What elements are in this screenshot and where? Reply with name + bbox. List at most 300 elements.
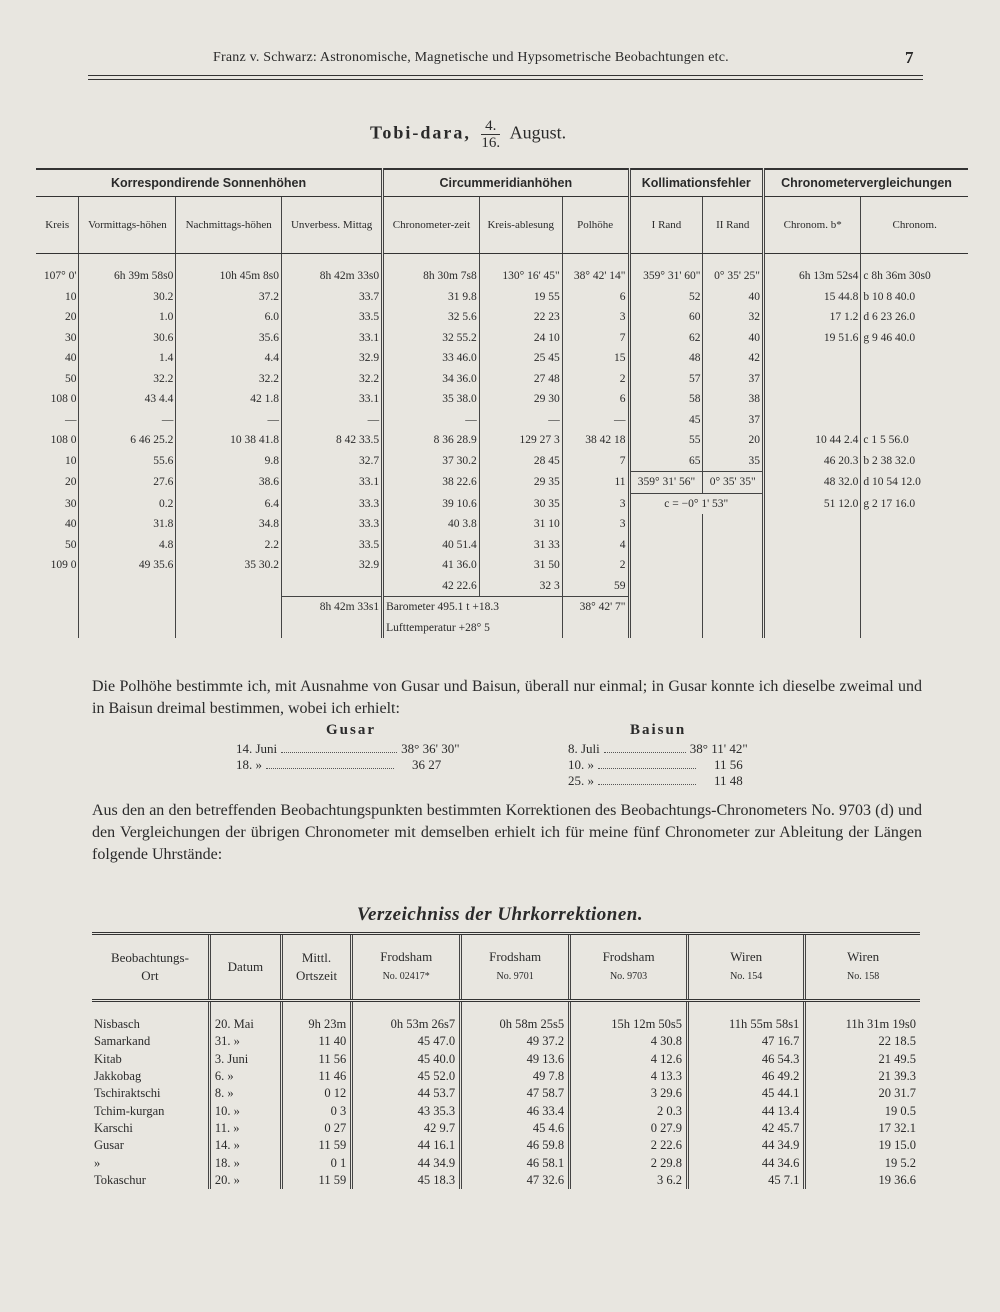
table-cell xyxy=(176,576,282,597)
table-cell xyxy=(562,618,629,639)
table-cell: 21 49.5 xyxy=(805,1051,920,1068)
table-cell: 8 36 28.9 xyxy=(383,430,480,451)
table-cell: 129 27 3 xyxy=(479,430,562,451)
table-row xyxy=(36,493,968,514)
table-cell: 38° 42' 7" xyxy=(562,597,629,618)
table-cell: 11. » xyxy=(209,1120,281,1137)
table-cell: 45 4.6 xyxy=(461,1120,570,1137)
table-cell: 33.1 xyxy=(282,389,383,410)
table-cell: 0 27 xyxy=(281,1120,351,1137)
table-cell: Tschiraktschi xyxy=(94,1086,161,1101)
table-cell: 10 xyxy=(64,290,77,303)
table-cell: 29 35 xyxy=(479,472,562,494)
table-cell: 32.2 xyxy=(79,369,176,390)
table-cell: 0° 35' 35" xyxy=(703,472,764,494)
table-cell: Tokaschur xyxy=(94,1172,146,1187)
table-cell: c 1 5 56.0 xyxy=(861,430,968,451)
table-cell xyxy=(703,514,764,535)
table-cell: 17 32.1 xyxy=(805,1120,920,1137)
column-header: Nachmittags-höhen xyxy=(176,197,282,254)
table-cell: 7 xyxy=(562,328,629,349)
table-cell: 33.5 xyxy=(282,307,383,328)
table-cell: 35 30.2 xyxy=(176,555,282,576)
column-header: Frodsham No. 02417* xyxy=(352,934,461,1001)
table-cell: 29 30 xyxy=(479,389,562,410)
table-cell: 0.2 xyxy=(79,493,176,514)
table-cell xyxy=(764,555,861,576)
group-chronometer: Chronometervergleichungen xyxy=(764,169,969,197)
column-header: Chronom. xyxy=(861,197,968,254)
page-number: 7 xyxy=(905,48,914,67)
table-cell: 58 xyxy=(629,389,703,410)
table-cell: 4.8 xyxy=(79,535,176,556)
table-cell: 42 1.8 xyxy=(176,389,282,410)
table-cell: 15h 12m 50s5 xyxy=(570,1001,688,1034)
table-cell: 20 xyxy=(64,311,77,324)
table-row xyxy=(92,1137,920,1154)
table-cell: 46 49.2 xyxy=(688,1068,805,1085)
gusar-row: 18. » 36 27 xyxy=(236,757,442,772)
table-cell xyxy=(861,576,968,597)
table-cell: 30 xyxy=(64,331,77,344)
table-cell: 40 51.4 xyxy=(383,535,480,556)
table-cell: 4.4 xyxy=(176,348,282,369)
table-cell: 45 18.3 xyxy=(352,1172,461,1189)
table-cell: 34 36.0 xyxy=(383,369,480,390)
table-cell: 52 xyxy=(629,287,703,308)
table-cell: 40 xyxy=(703,328,764,349)
table-cell: 11 59 xyxy=(281,1137,351,1154)
table-cell: 10h 45m 8s0 xyxy=(176,266,282,287)
table-cell: Barometer 495.1 t +18.3 xyxy=(383,597,563,618)
table-cell: 45 7.1 xyxy=(688,1172,805,1189)
table-row xyxy=(36,451,968,472)
baisun-title: Baisun xyxy=(630,722,687,738)
table-cell xyxy=(79,597,176,618)
table-cell: 14. » xyxy=(209,1137,281,1154)
table-cell: 46 54.3 xyxy=(688,1051,805,1068)
table-cell: 51 12.0 xyxy=(764,493,861,514)
column-header: Datum xyxy=(209,934,281,1001)
gusar-row: 14. Juni 38° 36' 30" xyxy=(236,741,460,756)
table-cell: 32.7 xyxy=(282,451,383,472)
table2-title: Verzeichniss der Uhrkorrektionen. xyxy=(356,904,644,925)
table-cell xyxy=(861,618,968,639)
table-row xyxy=(92,1102,920,1119)
table-cell: 32.2 xyxy=(176,369,282,390)
column-header: Chronometer-zeit xyxy=(383,197,480,254)
table-cell: 6 xyxy=(562,389,629,410)
table-cell xyxy=(764,348,861,369)
table-cell: 35 38.0 xyxy=(383,389,480,410)
table-cell: 20. Mai xyxy=(209,1001,281,1034)
table-cell: 44 16.1 xyxy=(352,1137,461,1154)
table-cell: 32.2 xyxy=(282,369,383,390)
table-cell: 47 32.6 xyxy=(461,1172,570,1189)
table-cell xyxy=(629,514,703,535)
table-cell: 41 36.0 xyxy=(383,555,480,576)
table-cell: 8h 42m 33s1 xyxy=(282,597,383,618)
table-cell: 11h 55m 58s1 xyxy=(688,1001,805,1034)
table-row xyxy=(92,1051,920,1068)
table-cell: 10 44 2.4 xyxy=(764,430,861,451)
table-cell: 19 0.5 xyxy=(805,1102,920,1119)
table-cell xyxy=(861,348,968,369)
table-cell: 22 23 xyxy=(479,307,562,328)
table-cell: 38 42 18 xyxy=(562,430,629,451)
table-cell: 34.8 xyxy=(176,514,282,535)
table-row xyxy=(36,348,968,369)
table-cell: 2 22.6 xyxy=(570,1137,688,1154)
table-cell: 32 3 xyxy=(479,576,562,597)
paragraph-uhrstaende: Aus den an den betreffenden Beobachtungspunkten bestimmten Korrektionen des Beobachtungs-Chronometers No. 9703 (d) und den Vergleichungen der übrigen Chronometer mit demselben erhielt ich für meine fünf Chronometer zur Ableitung der Längen folgende Uhrstände: xyxy=(92,802,922,863)
table-cell: 30 xyxy=(64,497,77,510)
table-cell: 47 58.7 xyxy=(461,1085,570,1102)
table-cell xyxy=(764,410,861,431)
table-cell: 4 xyxy=(562,535,629,556)
table-cell: 31.8 xyxy=(79,514,176,535)
table-cell: 45 xyxy=(629,410,703,431)
table-cell: 35 xyxy=(703,451,764,472)
table-row xyxy=(36,597,968,618)
table-cell: 33 46.0 xyxy=(383,348,480,369)
table-cell xyxy=(861,389,968,410)
table-cell: 19 55 xyxy=(479,287,562,308)
location-heading xyxy=(370,118,566,151)
table-cell: 4 13.3 xyxy=(570,1068,688,1085)
table-cell xyxy=(764,618,861,639)
table-cell: 38° 42' 14" xyxy=(562,266,629,287)
group-circummeridian: Circummeridianhöhen xyxy=(383,169,629,197)
table-cell: 130° 16' 45" xyxy=(479,266,562,287)
table-cell: 49 13.6 xyxy=(461,1051,570,1068)
table-cell: 1.4 xyxy=(79,348,176,369)
table-cell: d 6 23 26.0 xyxy=(861,307,968,328)
table-row xyxy=(92,1172,920,1189)
table-cell: 108 0 xyxy=(50,393,77,406)
table-cell: c 8h 36m 30s0 xyxy=(861,266,968,287)
table-cell: 44 34.6 xyxy=(688,1154,805,1171)
table-cell: 37 xyxy=(703,369,764,390)
table-cell: 3 xyxy=(562,493,629,514)
table-cell: 11 xyxy=(562,472,629,494)
table-cell xyxy=(282,618,383,639)
table-cell: 17 1.2 xyxy=(764,307,861,328)
table-cell xyxy=(629,597,703,618)
table-row xyxy=(92,1033,920,1050)
table-cell: 33.3 xyxy=(282,514,383,535)
table-cell: 31 50 xyxy=(479,555,562,576)
table-cell: 30.2 xyxy=(79,287,176,308)
table-cell: 60 xyxy=(629,307,703,328)
running-title: Franz v. Schwarz: Astronomische, Magnetische und Hypsometrische Beobachtungen etc. xyxy=(213,50,729,65)
table-cell: 32 xyxy=(703,307,764,328)
table-cell: 15 xyxy=(562,348,629,369)
table-cell xyxy=(282,576,383,597)
table-cell xyxy=(79,618,176,639)
table-cell: 35.6 xyxy=(176,328,282,349)
table-cell: — xyxy=(479,410,562,431)
table-cell: 46 33.4 xyxy=(461,1102,570,1119)
table-cell: Jakkobag xyxy=(94,1069,142,1084)
gusar-title: Gusar xyxy=(326,722,377,738)
table-cell xyxy=(629,618,703,639)
table-cell: 6.4 xyxy=(176,493,282,514)
table-cell: 11 40 xyxy=(281,1033,351,1050)
table-row xyxy=(36,576,968,597)
table-cell: 25 45 xyxy=(479,348,562,369)
paragraph-polhoehe: Die Polhöhe bestimmte ich, mit Ausnahme von Gusar und Baisun, überall nur einmal; in Gusar konnte ich dieselbe zweimal und in Baisun dreimal bestimmen, wobei ich erhielt: xyxy=(92,678,922,717)
table-cell xyxy=(764,576,861,597)
table-cell: 11 46 xyxy=(281,1068,351,1085)
table-cell xyxy=(703,555,764,576)
table-cell xyxy=(703,597,764,618)
table-cell: 43 35.3 xyxy=(352,1102,461,1119)
baisun-row: 8. Juli 38° 11' 42" xyxy=(568,741,748,756)
table-row xyxy=(36,430,968,451)
table-cell xyxy=(36,597,79,618)
table-cell: 3 xyxy=(562,307,629,328)
table-cell: 0 1 xyxy=(281,1154,351,1171)
column-header: Chronom. b* xyxy=(764,197,861,254)
table-cell: 46 59.8 xyxy=(461,1137,570,1154)
table-cell: 20 xyxy=(64,476,77,489)
table-cell: 8 42 33.5 xyxy=(282,430,383,451)
table-cell: Tchim-kurgan xyxy=(94,1103,165,1118)
table-cell: 18. » xyxy=(209,1154,281,1171)
table-row xyxy=(92,1154,920,1171)
table-cell xyxy=(861,369,968,390)
table-cell: 31 10 xyxy=(479,514,562,535)
table-cell: 33.1 xyxy=(282,328,383,349)
date-denominator: 16. xyxy=(481,135,501,151)
table-cell: d 10 54 12.0 xyxy=(861,472,968,494)
table-cell: 40 xyxy=(703,287,764,308)
table-cell: 33.5 xyxy=(282,535,383,556)
table-cell: 33.1 xyxy=(282,472,383,494)
table-cell xyxy=(861,410,968,431)
table-cell: 45 44.1 xyxy=(688,1085,805,1102)
table-cell: 32.9 xyxy=(282,348,383,369)
table-cell xyxy=(703,576,764,597)
table-cell: — xyxy=(383,410,480,431)
table-cell: 24 10 xyxy=(479,328,562,349)
table-cell: 20 31.7 xyxy=(805,1085,920,1102)
table-cell: — xyxy=(562,410,629,431)
table-cell: 22 18.5 xyxy=(805,1033,920,1050)
table-cell: 44 13.4 xyxy=(688,1102,805,1119)
table-cell: 11 59 xyxy=(281,1172,351,1189)
header-rule xyxy=(88,75,923,76)
observation-table xyxy=(36,168,968,638)
table-cell: 6. » xyxy=(209,1068,281,1085)
table-cell xyxy=(861,597,968,618)
table-cell: 50 xyxy=(64,538,77,551)
table-cell: 0 3 xyxy=(281,1102,351,1119)
table-cell: 19 5.2 xyxy=(805,1154,920,1171)
table-cell: 8. » xyxy=(209,1085,281,1102)
table-cell: g 2 17 16.0 xyxy=(861,493,968,514)
table-cell: 6h 13m 52s4 xyxy=(764,266,861,287)
clock-correction-table xyxy=(92,932,920,1189)
table-cell: 44 34.9 xyxy=(688,1137,805,1154)
table-cell: Karschi xyxy=(94,1120,133,1135)
table-cell: 65 xyxy=(629,451,703,472)
table-cell xyxy=(629,576,703,597)
table-cell: 359° 31' 56" xyxy=(629,472,703,494)
table-cell: 38 22.6 xyxy=(383,472,480,494)
table-cell: 4 30.8 xyxy=(570,1033,688,1050)
table-cell: b 2 38 32.0 xyxy=(861,451,968,472)
baisun-row: 10. » 11 56 xyxy=(568,757,743,772)
table-cell: 37 xyxy=(703,410,764,431)
table-cell: 42 xyxy=(703,348,764,369)
table-cell: 20 xyxy=(703,430,764,451)
table-cell: 44 53.7 xyxy=(352,1085,461,1102)
table-cell: 3. Juni xyxy=(209,1051,281,1068)
table-cell: 27.6 xyxy=(79,472,176,494)
table-cell xyxy=(703,535,764,556)
table-cell: 19 36.6 xyxy=(805,1172,920,1189)
column-header: Mittl. Ortszeit xyxy=(281,934,351,1001)
table-cell: 30 35 xyxy=(479,493,562,514)
table-cell: 3 29.6 xyxy=(570,1085,688,1102)
table-cell xyxy=(176,618,282,639)
table-cell: 2 xyxy=(562,555,629,576)
table-cell: 33.7 xyxy=(282,287,383,308)
table-cell: g 9 46 40.0 xyxy=(861,328,968,349)
table-cell: 9h 23m xyxy=(281,1001,351,1034)
table-cell: 49 7.8 xyxy=(461,1068,570,1085)
table-cell: 9.8 xyxy=(176,451,282,472)
date-numerator: 4. xyxy=(481,118,500,135)
table-row xyxy=(36,410,968,431)
baisun-block xyxy=(568,722,748,789)
table-cell: 27 48 xyxy=(479,369,562,390)
table-cell xyxy=(764,597,861,618)
table-cell: 359° 31' 60" xyxy=(629,266,703,287)
table-cell: 19 15.0 xyxy=(805,1137,920,1154)
table-cell xyxy=(36,576,79,597)
table-row xyxy=(36,328,968,349)
baisun-row: 25. » 11 48 xyxy=(568,773,743,788)
table-cell: 45 47.0 xyxy=(352,1033,461,1050)
table-cell: 0° 35' 25" xyxy=(703,266,764,287)
header-rule-2 xyxy=(88,79,923,80)
table-cell: 37.2 xyxy=(176,287,282,308)
column-header: Frodsham No. 9701 xyxy=(461,934,570,1001)
table-cell: 38 xyxy=(703,389,764,410)
table-cell: 55 xyxy=(629,430,703,451)
table-cell: 2 29.8 xyxy=(570,1154,688,1171)
table-cell: Kitab xyxy=(94,1051,122,1066)
table-cell: — xyxy=(282,410,383,431)
table-cell: 40 xyxy=(64,518,77,531)
table-cell: 19 51.6 xyxy=(764,328,861,349)
table-cell: 0h 53m 26s7 xyxy=(352,1001,461,1034)
table-cell: 46 20.3 xyxy=(764,451,861,472)
table-row xyxy=(36,555,968,576)
table-row xyxy=(36,389,968,410)
table-cell: 28 45 xyxy=(479,451,562,472)
table-cell: 42 9.7 xyxy=(352,1120,461,1137)
table-row xyxy=(92,1085,920,1102)
table-cell: 108 0 xyxy=(50,434,77,447)
table-cell: 1.0 xyxy=(79,307,176,328)
table-cell: 50 xyxy=(64,372,77,385)
table-cell xyxy=(629,535,703,556)
table-cell: 6 xyxy=(562,287,629,308)
table-cell: 42 22.6 xyxy=(383,576,480,597)
table-cell: 45 40.0 xyxy=(352,1051,461,1068)
table-cell: 107° 0' xyxy=(43,270,77,283)
table-cell xyxy=(861,535,968,556)
table-cell: Lufttemperatur +28° 5 xyxy=(383,618,563,639)
table-cell xyxy=(79,576,176,597)
table-cell: 42 45.7 xyxy=(688,1120,805,1137)
table-cell: 40 xyxy=(64,352,77,365)
table-cell: 31 9.8 xyxy=(383,287,480,308)
table-cell: 7 xyxy=(562,451,629,472)
location-name: Tobi-dara, xyxy=(370,122,471,143)
date-fraction xyxy=(481,118,500,151)
table-cell: 49 35.6 xyxy=(79,555,176,576)
table-cell: — xyxy=(176,410,282,431)
table-row xyxy=(36,369,968,390)
table-cell: 55.6 xyxy=(79,451,176,472)
table-cell: c = −0° 1' 53" xyxy=(629,493,763,514)
table-cell: 45 52.0 xyxy=(352,1068,461,1085)
table-cell: 31 33 xyxy=(479,535,562,556)
table-cell: Nisbasch xyxy=(94,1017,140,1032)
table-cell: 0 12 xyxy=(281,1085,351,1102)
table-cell xyxy=(36,618,79,639)
table-cell: 10 xyxy=(64,455,77,467)
table-row xyxy=(92,1068,920,1085)
table-cell xyxy=(861,555,968,576)
table-cell: 6h 39m 58s0 xyxy=(79,266,176,287)
table-cell: 10 38 41.8 xyxy=(176,430,282,451)
table-cell: 44 34.9 xyxy=(352,1154,461,1171)
table-cell: 4 12.6 xyxy=(570,1051,688,1068)
table-cell: 59 xyxy=(562,576,629,597)
table-row xyxy=(36,307,968,328)
table-cell: b 10 8 40.0 xyxy=(861,287,968,308)
table-cell: 49 37.2 xyxy=(461,1033,570,1050)
table-cell: 8h 30m 7s8 xyxy=(383,266,480,287)
table-cell: 39 10.6 xyxy=(383,493,480,514)
table-cell xyxy=(176,597,282,618)
table-cell: 109 0 xyxy=(50,559,77,572)
table-cell: 40 3.8 xyxy=(383,514,480,535)
table-cell: 48 xyxy=(629,348,703,369)
group-kollimation: Kollimationsfehler xyxy=(629,169,763,197)
table-cell: 3 xyxy=(562,514,629,535)
column-header: Unverbess. Mittag xyxy=(282,197,383,254)
table-cell: 38.6 xyxy=(176,472,282,494)
gusar-block xyxy=(236,722,460,773)
group-korrespondirende: Korrespondirende Sonnenhöhen xyxy=(36,169,383,197)
table-cell xyxy=(764,535,861,556)
table-cell: 33.3 xyxy=(282,493,383,514)
column-header: Frodsham No. 9703 xyxy=(570,934,688,1001)
column-header: Kreis-ablesung xyxy=(479,197,562,254)
table-row xyxy=(36,618,968,639)
table-cell: » xyxy=(94,1155,101,1170)
table-cell: 6 46 25.2 xyxy=(79,430,176,451)
table-cell xyxy=(764,514,861,535)
table-cell: 47 16.7 xyxy=(688,1033,805,1050)
